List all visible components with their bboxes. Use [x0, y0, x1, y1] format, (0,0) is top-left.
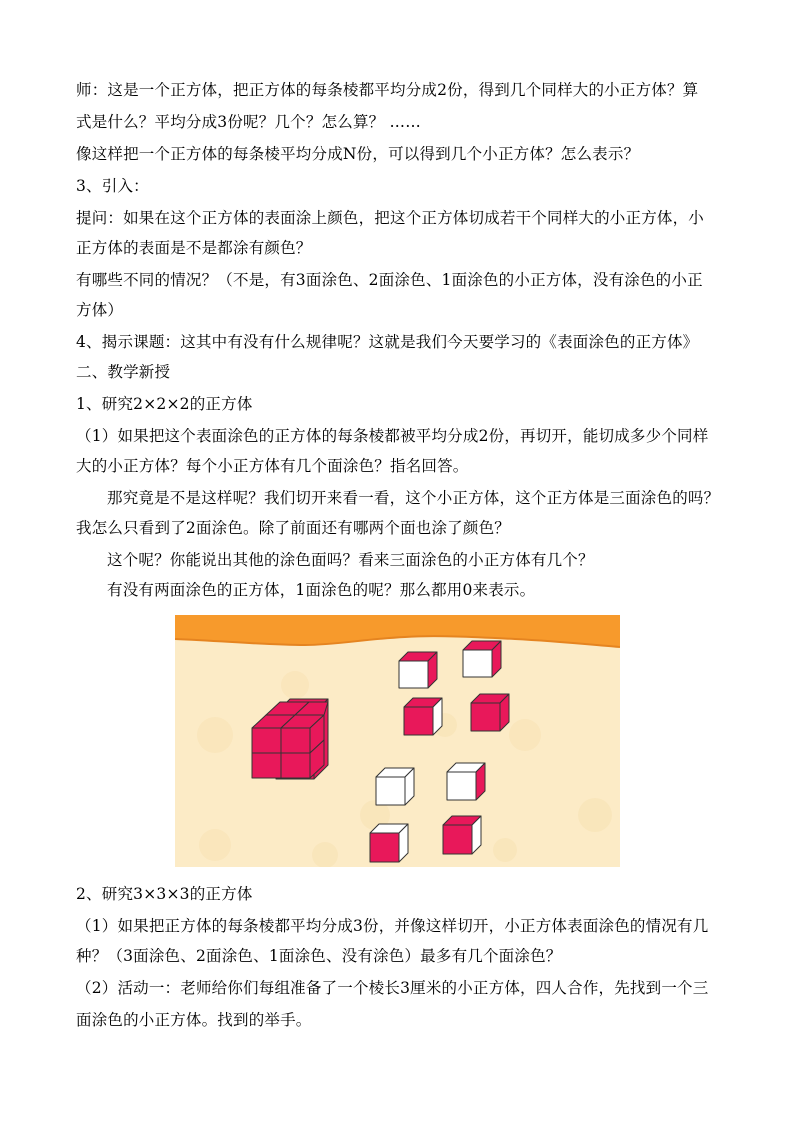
- paragraph-line: 提问：如果在这个正方体的表面涂上颜色，把这个正方体切成若干个同样大的小正方体，小: [76, 209, 705, 227]
- paragraph-line: 面涂色的小正方体。找到的举手。: [76, 1011, 312, 1029]
- paragraph-line: 有哪些不同的情况？（不是，有3面涂色、2面涂色、1面涂色的小正方体，没有涂色的小正: [76, 271, 703, 289]
- paragraph-line: （2）活动一：老师给你们每组准备了一个棱长3厘米的小正方体，四人合作，先找到一个三: [76, 979, 709, 997]
- section-heading: 2、研究3×3×3的正方体: [76, 885, 253, 903]
- paragraph-line: 像这样把一个正方体的每条棱平均分成N份，可以得到几个小正方体？怎么表示？: [76, 145, 640, 163]
- paragraph-line: 4、揭示课题：这其中有没有什么规律呢？这就是我们今天要学习的《表面涂色的正方体》: [76, 333, 699, 351]
- paragraph-line: （1）如果把这个表面涂色的正方体的每条棱都被平均分成2份，再切开，能切成多少个同样: [76, 427, 709, 445]
- small-cube-lower-left: [376, 768, 414, 805]
- paragraph-line: 我怎么只看到了2面涂色。除了前面还有哪两个面也涂了颜色？: [76, 519, 510, 537]
- small-cube-bottom-left: [370, 824, 408, 862]
- small-cube-lower-right: [447, 763, 485, 800]
- section-heading: 二、教学新授: [76, 363, 171, 381]
- paragraph-line: 种？（3面涂色、2面涂色、1面涂色、没有涂色）最多有几个面涂色？: [76, 947, 562, 965]
- paragraph-line: 那究竟是不是这样呢？我们切开来看一看，这个小正方体，这个正方体是三面涂色的吗？: [107, 489, 720, 507]
- paragraph-line: （1）如果把正方体的每条棱都平均分成3份，并像这样切开，小正方体表面涂色的情况有几: [76, 917, 709, 935]
- section-heading: 1、研究2×2×2的正方体: [76, 395, 253, 413]
- small-cube-mid-left: [404, 698, 442, 735]
- paragraph-line: 这个呢？你能说出其他的涂色面吗？看来三面涂色的小正方体有几个？: [107, 551, 594, 569]
- small-cube-top-left: [399, 652, 437, 688]
- paragraph-line: 式是什么？平均分成3份呢？几个？怎么算？ ……: [76, 113, 421, 131]
- paragraph-line: 方体）: [76, 301, 124, 319]
- small-cube-top-right: [463, 641, 501, 677]
- paragraph-line: 大的小正方体？每个小正方体有几个面涂色？指名回答。: [76, 457, 469, 475]
- section-heading: 3、引入：: [76, 177, 149, 195]
- cube-illustration-svg: [175, 615, 620, 867]
- paragraph-line: 有没有两面涂色的正方体，1面涂色的呢？那么都用0来表示。: [107, 581, 536, 599]
- small-cube-bottom-right: [443, 816, 481, 854]
- paragraph-line: 师：这是一个正方体，把正方体的每条棱都平均分成2份，得到几个同样大的小正方体？算: [76, 81, 699, 99]
- cube-illustration: [175, 615, 620, 867]
- small-cube-mid-right: [471, 694, 509, 731]
- paragraph-line: 正方体的表面是不是都涂有颜色？: [76, 239, 312, 257]
